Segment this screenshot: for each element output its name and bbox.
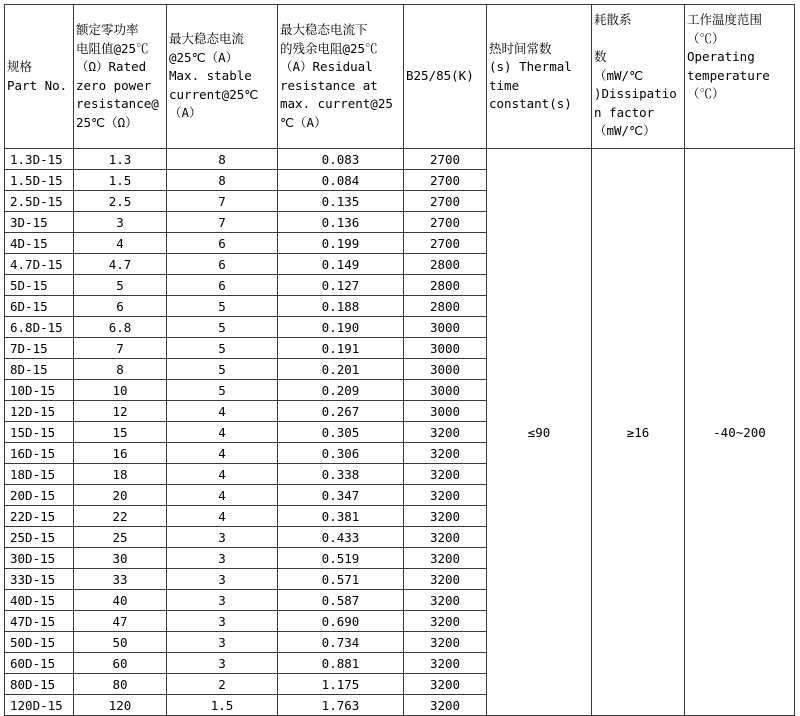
b-value-cell: 3200: [404, 632, 487, 653]
b-value-cell: 2700: [404, 149, 487, 170]
residual-resistance-cell: 0.149: [278, 254, 404, 275]
max-current-cell: 4: [167, 422, 278, 443]
b-value-cell: 3200: [404, 653, 487, 674]
part-number-cell: 33D-15: [5, 569, 74, 590]
header-line: （mW/℃）: [594, 123, 656, 138]
header-line: resistance@: [76, 96, 159, 111]
header-max-current: [167, 5, 278, 149]
rated-resistance-cell: 4: [74, 233, 167, 254]
header-line: （A）: [169, 105, 202, 121]
part-number-cell: 22D-15: [5, 506, 74, 527]
max-current-cell: 6: [167, 275, 278, 296]
part-number-cell: 60D-15: [5, 653, 74, 674]
header-line: 电阻值@25℃: [76, 40, 149, 56]
residual-resistance-cell: 0.209: [278, 380, 404, 401]
max-current-cell: 5: [167, 338, 278, 359]
max-current-cell: 5: [167, 380, 278, 401]
rated-resistance-cell: 6: [74, 296, 167, 317]
b-value-cell: 3200: [404, 443, 487, 464]
b-value-cell: 2800: [404, 254, 487, 275]
part-number-cell: 1.5D-15: [5, 170, 74, 191]
b-value-cell: 3000: [404, 380, 487, 401]
b-value-cell: 2700: [404, 191, 487, 212]
residual-resistance-cell: 0.587: [278, 590, 404, 611]
rated-resistance-cell: 120: [74, 695, 167, 716]
header-line: ℃（A）: [280, 114, 327, 130]
rated-resistance-cell: 6.8: [74, 317, 167, 338]
max-current-cell: 3: [167, 632, 278, 653]
b-value-cell: 3000: [404, 359, 487, 380]
rated-resistance-cell: 8: [74, 359, 167, 380]
residual-resistance-cell: 0.338: [278, 464, 404, 485]
temperature-cell: -40~200: [685, 149, 795, 716]
header-line: 耗散系: [594, 12, 632, 27]
b-value-cell: 3200: [404, 569, 487, 590]
header-line: B25/85(K): [406, 68, 474, 84]
b-value-cell: 2700: [404, 233, 487, 254]
residual-resistance-cell: 0.135: [278, 191, 404, 212]
thermal-time-cell: ≤90: [487, 149, 592, 716]
header-line: 热时间常数: [489, 40, 552, 56]
max-current-cell: 1.5: [167, 695, 278, 716]
header-residual-resistance: [278, 5, 404, 149]
spec-table: [4, 4, 795, 716]
header-line: 数: [594, 49, 607, 64]
residual-resistance-cell: 0.433: [278, 527, 404, 548]
header-line: （℃）: [687, 86, 725, 101]
part-number-cell: 4.7D-15: [5, 254, 74, 275]
header-line: Max. stable: [169, 68, 252, 84]
header-line: （mW/℃: [594, 67, 644, 83]
part-number-cell: 4D-15: [5, 233, 74, 254]
residual-resistance-cell: 0.690: [278, 611, 404, 632]
rated-resistance-cell: 20: [74, 485, 167, 506]
b-value-cell: 3200: [404, 506, 487, 527]
b-value-cell: 3200: [404, 548, 487, 569]
part-number-cell: 16D-15: [5, 443, 74, 464]
max-current-cell: 4: [167, 506, 278, 527]
part-number-cell: 10D-15: [5, 380, 74, 401]
b-value-cell: 2800: [404, 296, 487, 317]
rated-resistance-cell: 5: [74, 275, 167, 296]
part-number-cell: 6D-15: [5, 296, 74, 317]
part-number-cell: 2.5D-15: [5, 191, 74, 212]
rated-resistance-cell: 50: [74, 632, 167, 653]
max-current-cell: 5: [167, 317, 278, 338]
part-number-cell: 3D-15: [5, 212, 74, 233]
max-current-cell: 3: [167, 653, 278, 674]
max-current-cell: 5: [167, 296, 278, 317]
part-number-cell: 12D-15: [5, 401, 74, 422]
max-current-cell: 3: [167, 590, 278, 611]
residual-resistance-cell: 1.175: [278, 674, 404, 695]
part-number-cell: 120D-15: [5, 695, 74, 716]
b-value-cell: 3200: [404, 485, 487, 506]
header-row: [5, 5, 795, 149]
residual-resistance-cell: 0.306: [278, 443, 404, 464]
header-part-no: [5, 5, 74, 149]
header-line: resistance at: [280, 77, 378, 93]
table-body: [5, 149, 795, 716]
max-current-cell: 4: [167, 464, 278, 485]
header-line: 的残余电阻@25℃: [280, 40, 378, 56]
max-current-cell: 7: [167, 212, 278, 233]
header-line: 额定零功率: [76, 22, 139, 37]
rated-resistance-cell: 47: [74, 611, 167, 632]
b-value-cell: 2800: [404, 275, 487, 296]
header-line: Operating: [687, 49, 755, 64]
max-current-cell: 5: [167, 359, 278, 380]
header-line: temperature: [687, 67, 770, 83]
residual-resistance-cell: 0.347: [278, 485, 404, 506]
header-line: time: [489, 77, 520, 93]
rated-resistance-cell: 40: [74, 590, 167, 611]
part-number-cell: 80D-15: [5, 674, 74, 695]
part-number-cell: 1.3D-15: [5, 149, 74, 170]
b-value-cell: 3200: [404, 464, 487, 485]
max-current-cell: 4: [167, 443, 278, 464]
residual-resistance-cell: 0.734: [278, 632, 404, 653]
residual-resistance-cell: 0.881: [278, 653, 404, 674]
part-number-cell: 8D-15: [5, 359, 74, 380]
max-current-cell: 3: [167, 569, 278, 590]
header-line: max. current@25: [280, 96, 393, 111]
max-current-cell: 6: [167, 254, 278, 275]
max-current-cell: 8: [167, 170, 278, 191]
header-line: （℃）: [687, 30, 725, 46]
rated-resistance-cell: 10: [74, 380, 167, 401]
header-line: （A）Residual: [280, 59, 373, 74]
header-line: (s) Thermal: [489, 59, 572, 74]
max-current-cell: 3: [167, 548, 278, 569]
header-line: current@25℃: [169, 86, 259, 102]
max-current-cell: 7: [167, 191, 278, 212]
rated-resistance-cell: 60: [74, 653, 167, 674]
b-value-cell: 3000: [404, 317, 487, 338]
dissipation-cell: ≥16: [592, 149, 685, 716]
header-line: zero power: [76, 77, 152, 93]
rated-resistance-cell: 18: [74, 464, 167, 485]
header-line: [594, 30, 682, 49]
rated-resistance-cell: 15: [74, 422, 167, 443]
residual-resistance-cell: 0.381: [278, 506, 404, 527]
header-line: )Dissipatio: [594, 86, 677, 101]
header-temperature: [685, 5, 795, 149]
b-value-cell: 3200: [404, 611, 487, 632]
rated-resistance-cell: 30: [74, 548, 167, 569]
residual-resistance-cell: 0.127: [278, 275, 404, 296]
header-line: 最大稳态电流下: [280, 22, 368, 37]
residual-resistance-cell: 0.267: [278, 401, 404, 422]
max-current-cell: 4: [167, 485, 278, 506]
b-value-cell: 2700: [404, 170, 487, 191]
rated-resistance-cell: 80: [74, 674, 167, 695]
part-number-cell: 40D-15: [5, 590, 74, 611]
rated-resistance-cell: 2.5: [74, 191, 167, 212]
rated-resistance-cell: 12: [74, 401, 167, 422]
max-current-cell: 2: [167, 674, 278, 695]
part-number-cell: 50D-15: [5, 632, 74, 653]
residual-resistance-cell: 0.190: [278, 317, 404, 338]
max-current-cell: 6: [167, 233, 278, 254]
header-line: 工作温度范围: [687, 12, 763, 27]
rated-resistance-cell: 25: [74, 527, 167, 548]
max-current-cell: 3: [167, 611, 278, 632]
header-thermal-time: [487, 5, 592, 149]
residual-resistance-cell: 0.191: [278, 338, 404, 359]
rated-resistance-cell: 1.3: [74, 149, 167, 170]
part-number-cell: 25D-15: [5, 527, 74, 548]
residual-resistance-cell: 0.571: [278, 569, 404, 590]
header-rated-resistance: [74, 5, 167, 149]
residual-resistance-cell: 1.763: [278, 695, 404, 716]
header-dissipation: [592, 5, 685, 149]
residual-resistance-cell: 0.199: [278, 233, 404, 254]
b-value-cell: 2700: [404, 212, 487, 233]
header-line: constant(s): [489, 96, 572, 111]
max-current-cell: 8: [167, 149, 278, 170]
b-value-cell: 3200: [404, 422, 487, 443]
rated-resistance-cell: 4.7: [74, 254, 167, 275]
header-line: 最大稳态电流: [169, 31, 245, 47]
residual-resistance-cell: 0.188: [278, 296, 404, 317]
b-value-cell: 3200: [404, 695, 487, 716]
rated-resistance-cell: 7: [74, 338, 167, 359]
header-b-value: [404, 5, 487, 149]
rated-resistance-cell: 33: [74, 569, 167, 590]
max-current-cell: 3: [167, 527, 278, 548]
b-value-cell: 3200: [404, 674, 487, 695]
b-value-cell: 3000: [404, 338, 487, 359]
part-number-cell: 5D-15: [5, 275, 74, 296]
residual-resistance-cell: 0.305: [278, 422, 404, 443]
part-number-cell: 47D-15: [5, 611, 74, 632]
rated-resistance-cell: 3: [74, 212, 167, 233]
part-number-cell: 6.8D-15: [5, 317, 74, 338]
rated-resistance-cell: 16: [74, 443, 167, 464]
b-value-cell: 3200: [404, 527, 487, 548]
residual-resistance-cell: 0.519: [278, 548, 404, 569]
header-line: 25℃（Ω）: [76, 114, 138, 130]
header-line: @25℃（A）: [169, 49, 239, 65]
header-line: Part No.: [7, 77, 68, 93]
part-number-cell: 15D-15: [5, 422, 74, 443]
table-row: [5, 149, 795, 170]
part-number-cell: 7D-15: [5, 338, 74, 359]
b-value-cell: 3200: [404, 590, 487, 611]
residual-resistance-cell: 0.201: [278, 359, 404, 380]
residual-resistance-cell: 0.136: [278, 212, 404, 233]
part-number-cell: 18D-15: [5, 464, 74, 485]
part-number-cell: 30D-15: [5, 548, 74, 569]
header-line: （Ω）Rated: [76, 59, 147, 74]
rated-resistance-cell: 1.5: [74, 170, 167, 191]
header-line: 规格: [7, 59, 33, 74]
residual-resistance-cell: 0.084: [278, 170, 404, 191]
rated-resistance-cell: 22: [74, 506, 167, 527]
part-number-cell: 20D-15: [5, 485, 74, 506]
b-value-cell: 3000: [404, 401, 487, 422]
header-line: n factor: [594, 104, 655, 120]
residual-resistance-cell: 0.083: [278, 149, 404, 170]
max-current-cell: 4: [167, 401, 278, 422]
